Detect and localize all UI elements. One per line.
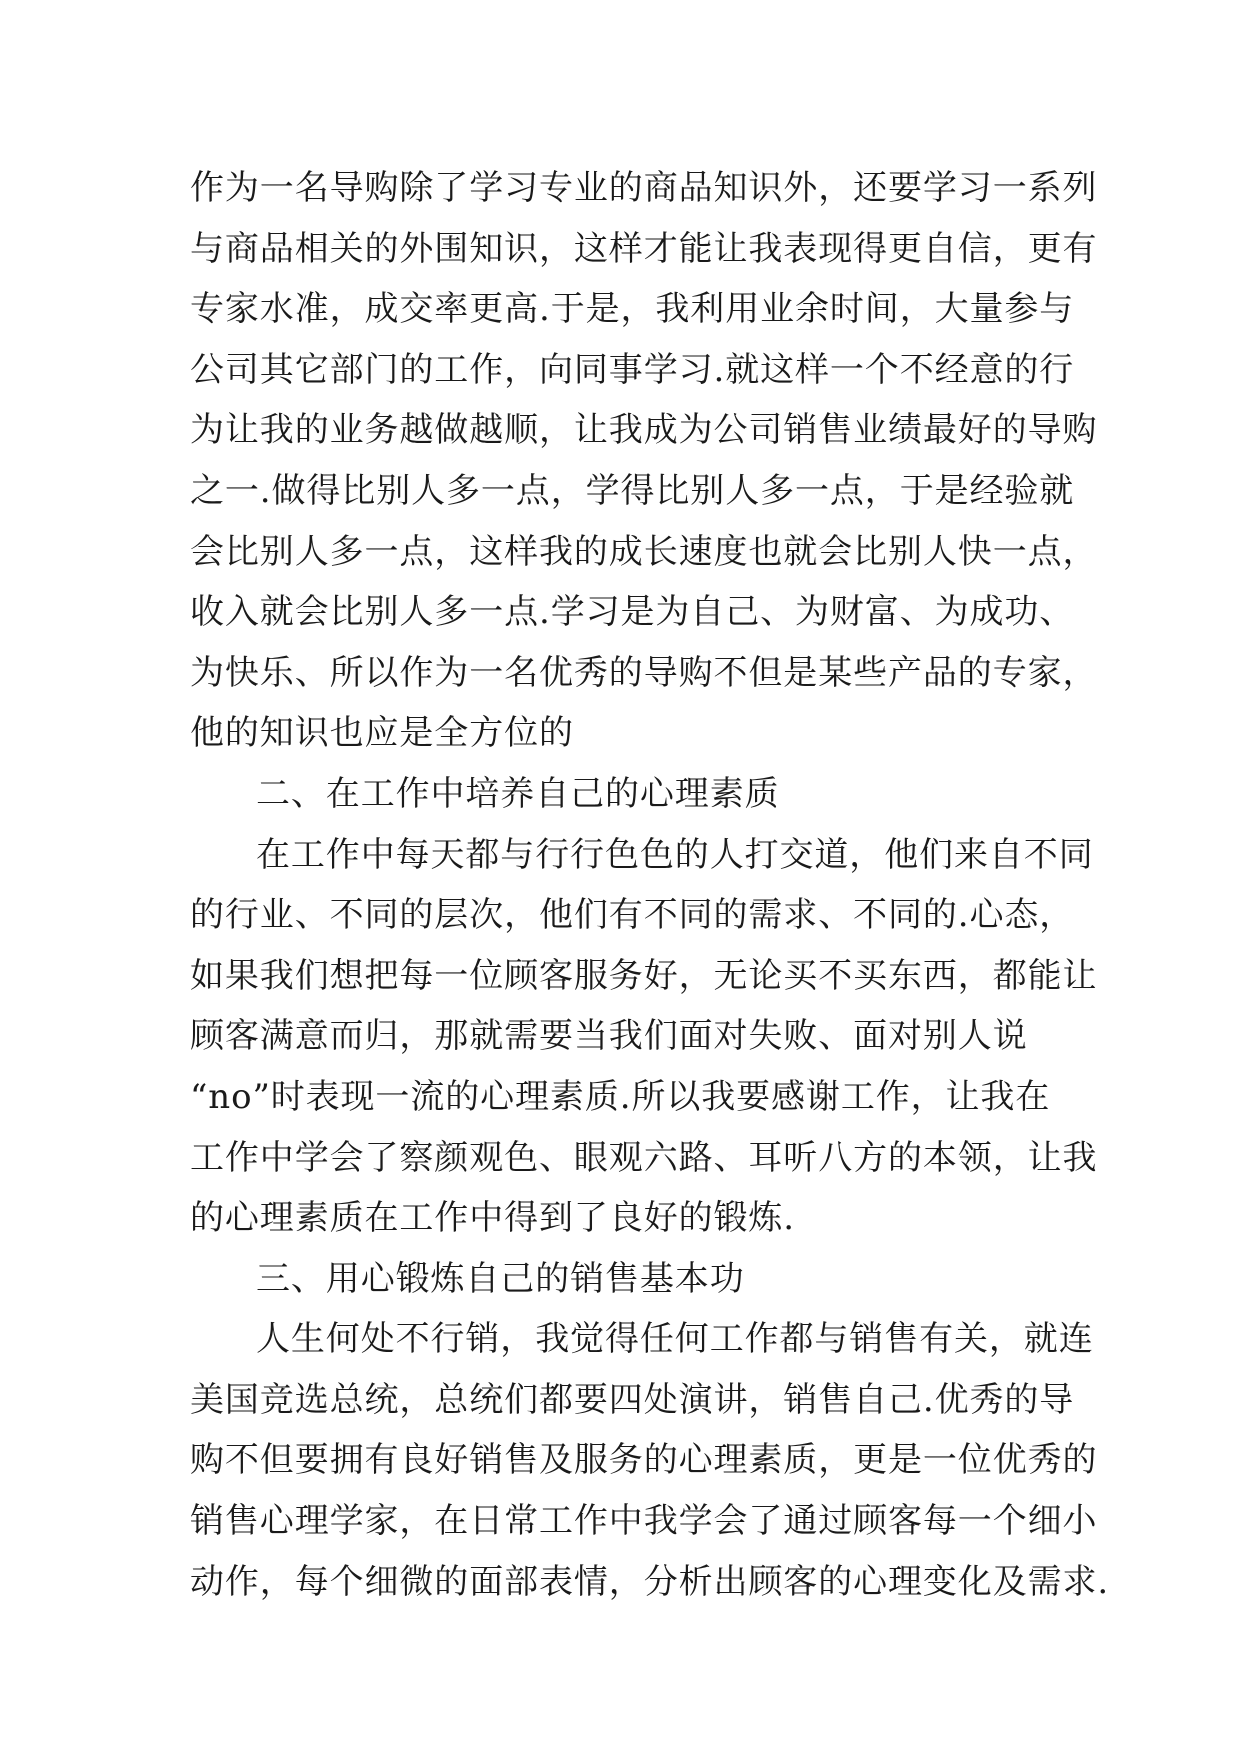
paragraph-line-indented: 三、用心锻炼自己的销售基本功 xyxy=(256,1258,745,1299)
paragraph-line: 的心理素质在工作中得到了良好的锻炼. xyxy=(190,1198,796,1239)
paragraph-line: 之一.做得比别人多一点，学得比别人多一点，于是经验就 xyxy=(190,470,1075,511)
paragraph-line: 的行业、不同的层次，他们有不同的需求、不同的.心态， xyxy=(190,895,1075,936)
paragraph-line: 为让我的业务越做越顺，让我成为公司销售业绩最好的导购 xyxy=(190,410,1098,451)
paragraph-line: 收入就会比别人多一点.学习是为自己、为财富、为成功、 xyxy=(190,592,1075,633)
paragraph-line: 他的知识也应是全方位的 xyxy=(190,713,574,754)
paragraph-line: “no”时表现一流的心理素质.所以我要感谢工作，让我在 xyxy=(190,1076,1051,1117)
paragraph-line: 为快乐、所以作为一名优秀的导购不但是某些产品的专家， xyxy=(190,652,1098,693)
paragraph-line-indented: 人生何处不行销，我觉得任何工作都与销售有关，就连 xyxy=(256,1319,1094,1360)
paragraph-line: 与商品相关的外围知识，这样才能让我表现得更自信，更有 xyxy=(190,228,1098,269)
paragraph-line: 公司其它部门的工作，向同事学习.就这样一个不经意的行 xyxy=(190,349,1075,390)
paragraph-line: 销售心理学家，在日常工作中我学会了通过顾客每一个细小 xyxy=(190,1501,1098,1542)
document-body xyxy=(190,158,1190,1612)
paragraph-line: 顾客满意而归，那就需要当我们面对失败、面对别人说 xyxy=(190,1016,1028,1057)
paragraph-line: 专家水准，成交率更高.于是，我利用业余时间，大量参与 xyxy=(190,289,1075,330)
paragraph-line: 美国竞选总统，总统们都要四处演讲，销售自己.优秀的导 xyxy=(190,1379,1075,1420)
paragraph-line: 作为一名导购除了学习专业的商品知识外，还要学习一系列 xyxy=(190,168,1098,208)
paragraph-line: 动作，每个细微的面部表情，分析出顾客的心理变化及需求. xyxy=(190,1561,1110,1602)
paragraph-line-indented: 二、在工作中培养自己的心理素质 xyxy=(256,773,780,814)
paragraph-line: 工作中学会了察颜观色、眼观六路、耳听八方的本领，让我 xyxy=(190,1137,1098,1178)
paragraph-line: 如果我们想把每一位顾客服务好，无论买不买东西，都能让 xyxy=(190,955,1098,996)
paragraph-line-indented: 在工作中每天都与行行色色的人打交道，他们来自不同 xyxy=(256,834,1094,875)
paragraph-line: 购不但要拥有良好销售及服务的心理素质，更是一位优秀的 xyxy=(190,1440,1098,1481)
paragraph-line: 会比别人多一点，这样我的成长速度也就会比别人快一点， xyxy=(190,531,1098,572)
